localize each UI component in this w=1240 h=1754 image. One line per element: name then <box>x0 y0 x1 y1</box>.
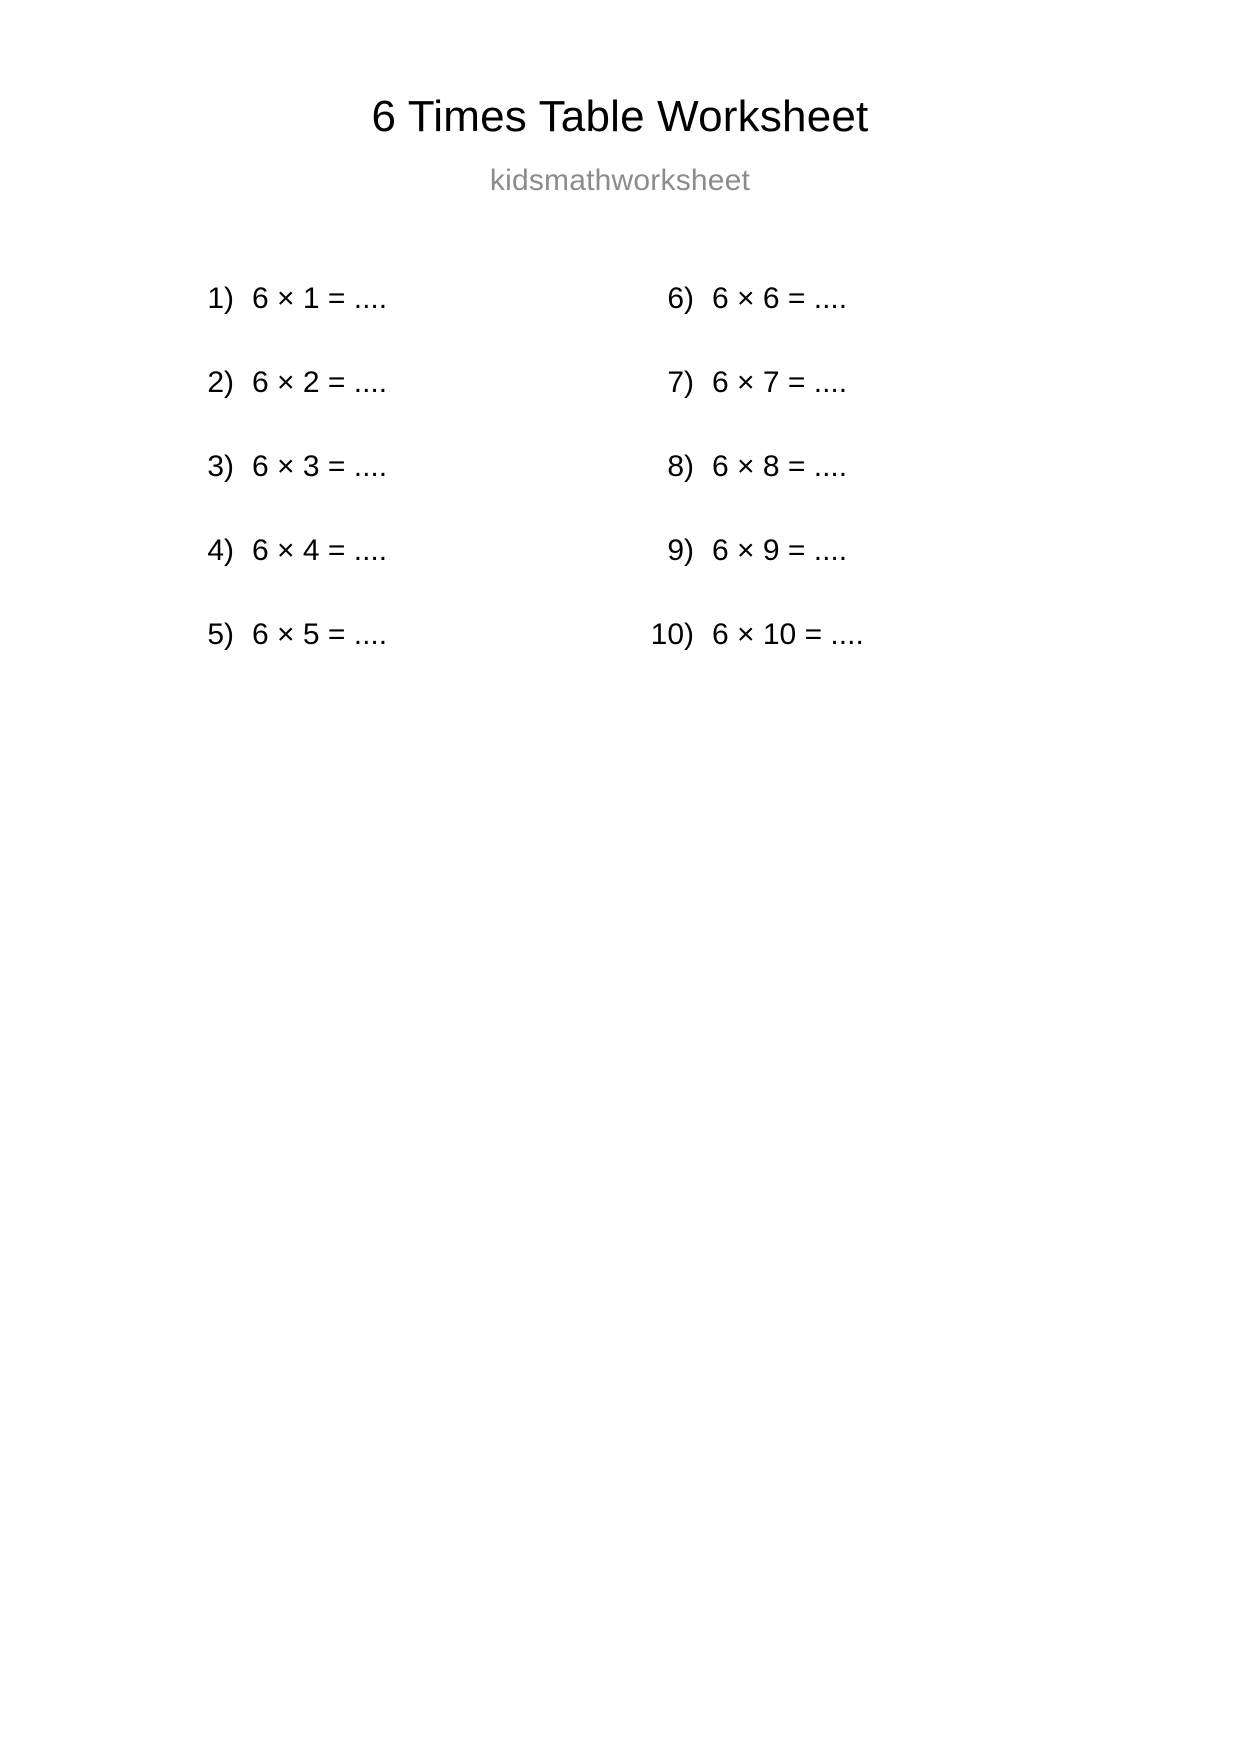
problems-column-right <box>630 284 1080 704</box>
problem-expression: 6 × 6 = .... <box>712 282 848 315</box>
problem-expression: 6 × 1 = .... <box>252 282 388 315</box>
page-subtitle: kidsmathworksheet <box>489 164 751 197</box>
problem-number: 7) <box>667 366 694 399</box>
problem-number: 6) <box>667 282 694 315</box>
problem-item <box>630 368 1080 452</box>
problem-item <box>180 620 630 704</box>
problem-expression: 6 × 4 = .... <box>252 534 388 567</box>
problem-expression: 6 × 5 = .... <box>252 618 388 651</box>
problem-expression: 6 × 3 = .... <box>252 450 388 483</box>
problem-expression: 6 × 7 = .... <box>712 366 848 399</box>
problem-item <box>630 620 1080 704</box>
problem-expression: 6 × 9 = .... <box>712 534 848 567</box>
problem-item <box>180 368 630 452</box>
problem-item <box>180 452 630 536</box>
problem-number: 3) <box>207 450 234 483</box>
problem-number: 10) <box>650 618 694 651</box>
problem-item <box>180 536 630 620</box>
problem-expression: 6 × 10 = .... <box>712 618 864 651</box>
problem-number: 5) <box>207 618 234 651</box>
problem-number: 2) <box>207 366 234 399</box>
problem-number: 4) <box>207 534 234 567</box>
problem-item <box>180 284 630 368</box>
problem-item <box>630 536 1080 620</box>
problem-expression: 6 × 2 = .... <box>252 366 388 399</box>
problems-column-left <box>180 284 630 704</box>
problems-container <box>0 284 1240 704</box>
problem-item <box>630 284 1080 368</box>
problem-number: 1) <box>207 282 234 315</box>
problem-expression: 6 × 8 = .... <box>712 450 848 483</box>
page-title: 6 Times Table Worksheet <box>371 92 869 141</box>
problem-number: 9) <box>667 534 694 567</box>
problem-item <box>630 452 1080 536</box>
problem-number: 8) <box>667 450 694 483</box>
